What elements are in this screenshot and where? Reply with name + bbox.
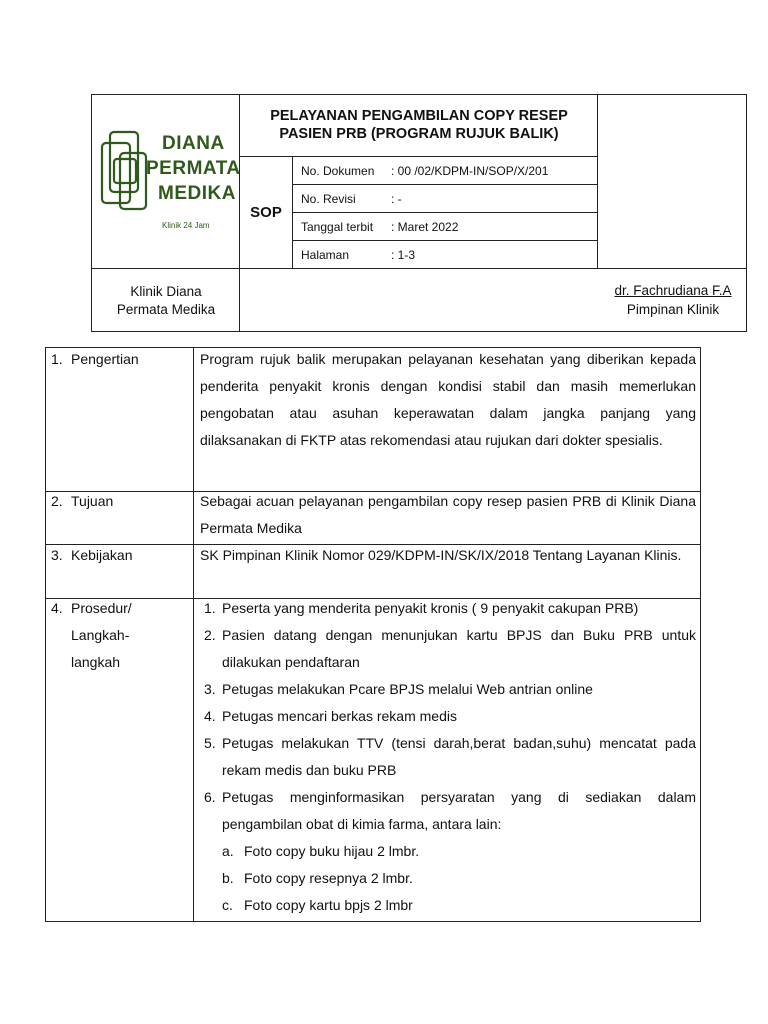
list-item — [200, 622, 696, 676]
clinic-name-line2: Permata Medika — [116, 302, 216, 317]
substep-text: Foto copy kartu bpjs 2 lmbr — [244, 897, 413, 913]
section-number: 4. — [51, 600, 63, 616]
step-text: Peserta yang menderita penyakit kronis ( 9 penyakit cakupan PRB) — [222, 600, 639, 616]
title-line2: PASIEN PRB (PROGRAM RUJUK BALIK) — [279, 126, 559, 142]
list-item — [200, 730, 696, 784]
list-item — [200, 865, 696, 892]
document-title — [240, 107, 598, 143]
substep-letter: b. — [222, 870, 234, 886]
step-number: 5. — [204, 735, 216, 751]
signer-name: dr. Fachrudiana F.A — [614, 283, 732, 298]
section-text-kebijakan: SK Pimpinan Klinik Nomor 029/KDPM-IN/SK/IX/2018 Tentang Layanan Klinis. — [200, 547, 682, 563]
section-text-pengertian: Program rujuk balik merupakan pelayanan kesehatan yang diberikan kepada penderita penyakit kronis dengan kondisi stabil dan masih memerlukan pengobatan atau asuhan keperawatan dalam jangka panjang yang dilaksanakan di FKTP atas rekomendasi atau rujukan dari dokter spesialis. — [200, 351, 696, 448]
meta-row-date — [293, 213, 598, 240]
meta-value: : Maret 2022 — [391, 219, 459, 234]
section-title — [71, 595, 191, 676]
step-text: Petugas mencari berkas rekam medis — [222, 708, 457, 724]
step-number: 1. — [204, 600, 216, 616]
section-title-line: langkah — [71, 654, 121, 670]
section-number: 3. — [51, 547, 63, 563]
substep-text: Foto copy resepnya 2 lmbr. — [244, 870, 413, 886]
sop-label: SOP — [250, 204, 282, 221]
document-header — [91, 94, 747, 332]
step-number: 4. — [204, 708, 216, 724]
logo-line2: PERMATA — [146, 158, 241, 179]
meta-key: Halaman — [301, 247, 350, 262]
signer-title: Pimpinan Klinik — [626, 302, 720, 317]
section-title-line: Langkah- — [71, 627, 130, 643]
section-number: 2. — [51, 493, 63, 509]
meta-value: : 00 /02/KDPM-IN/SOP/X/201 — [391, 163, 549, 178]
section-title: Pengertian — [71, 351, 139, 367]
step-number: 2. — [204, 627, 216, 643]
clinic-name — [92, 269, 240, 333]
list-item — [200, 838, 696, 865]
meta-value: : 1-3 — [391, 247, 416, 262]
list-item — [200, 703, 696, 730]
substep-letter: c. — [222, 897, 233, 913]
title-line1: PELAYANAN PENGAMBILAN COPY RESEP — [270, 108, 568, 124]
substep-text: Foto copy buku hijau 2 lmbr. — [244, 843, 420, 859]
section-title: Kebijakan — [71, 547, 133, 563]
meta-row-page — [293, 241, 598, 268]
meta-key: Tanggal terbit — [301, 219, 374, 234]
list-item — [200, 892, 696, 919]
clinic-logo — [100, 125, 241, 235]
step-text: Pasien datang dengan menunjukan kartu BPJS dan Buku PRB untuk dilakukan pendaftaran — [222, 627, 696, 670]
step-text: Petugas melakukan Pcare BPJS melalui Web antrian online — [222, 681, 593, 697]
clinic-name-line1: Klinik Diana — [130, 284, 202, 299]
procedure-steps — [194, 595, 702, 919]
list-item — [200, 676, 696, 703]
logo-subtitle: Klinik 24 Jam — [162, 221, 210, 230]
list-item — [200, 784, 696, 838]
meta-row-revision — [293, 185, 598, 212]
section-title-line: Prosedur/ — [71, 600, 132, 616]
section-title: Tujuan — [71, 493, 114, 509]
logo-line1: DIANA — [162, 133, 225, 154]
sop-content-table — [45, 347, 701, 922]
section-text-tujuan: Sebagai acuan pelayanan pengambilan copy resep pasien PRB di Klinik Diana Permata Medika — [200, 493, 696, 536]
list-item — [200, 595, 696, 622]
meta-value: : - — [391, 191, 402, 206]
meta-key: No. Revisi — [301, 191, 356, 206]
meta-key: No. Dokumen — [301, 163, 375, 178]
logo-line3: MEDIKA — [158, 183, 236, 204]
step-text: Petugas menginformasikan persyaratan yang di sediakan dalam pengambilan obat di kimia farma, antara lain: — [222, 789, 696, 832]
step-text: Petugas melakukan TTV (tensi darah,berat badan,suhu) mencatat pada rekam medis dan buku PRB — [222, 735, 696, 778]
meta-row-document — [293, 157, 598, 184]
substep-letter: a. — [222, 843, 234, 859]
step-number: 6. — [204, 789, 216, 805]
section-number: 1. — [51, 351, 63, 367]
signature-block — [598, 281, 748, 319]
step-number: 3. — [204, 681, 216, 697]
